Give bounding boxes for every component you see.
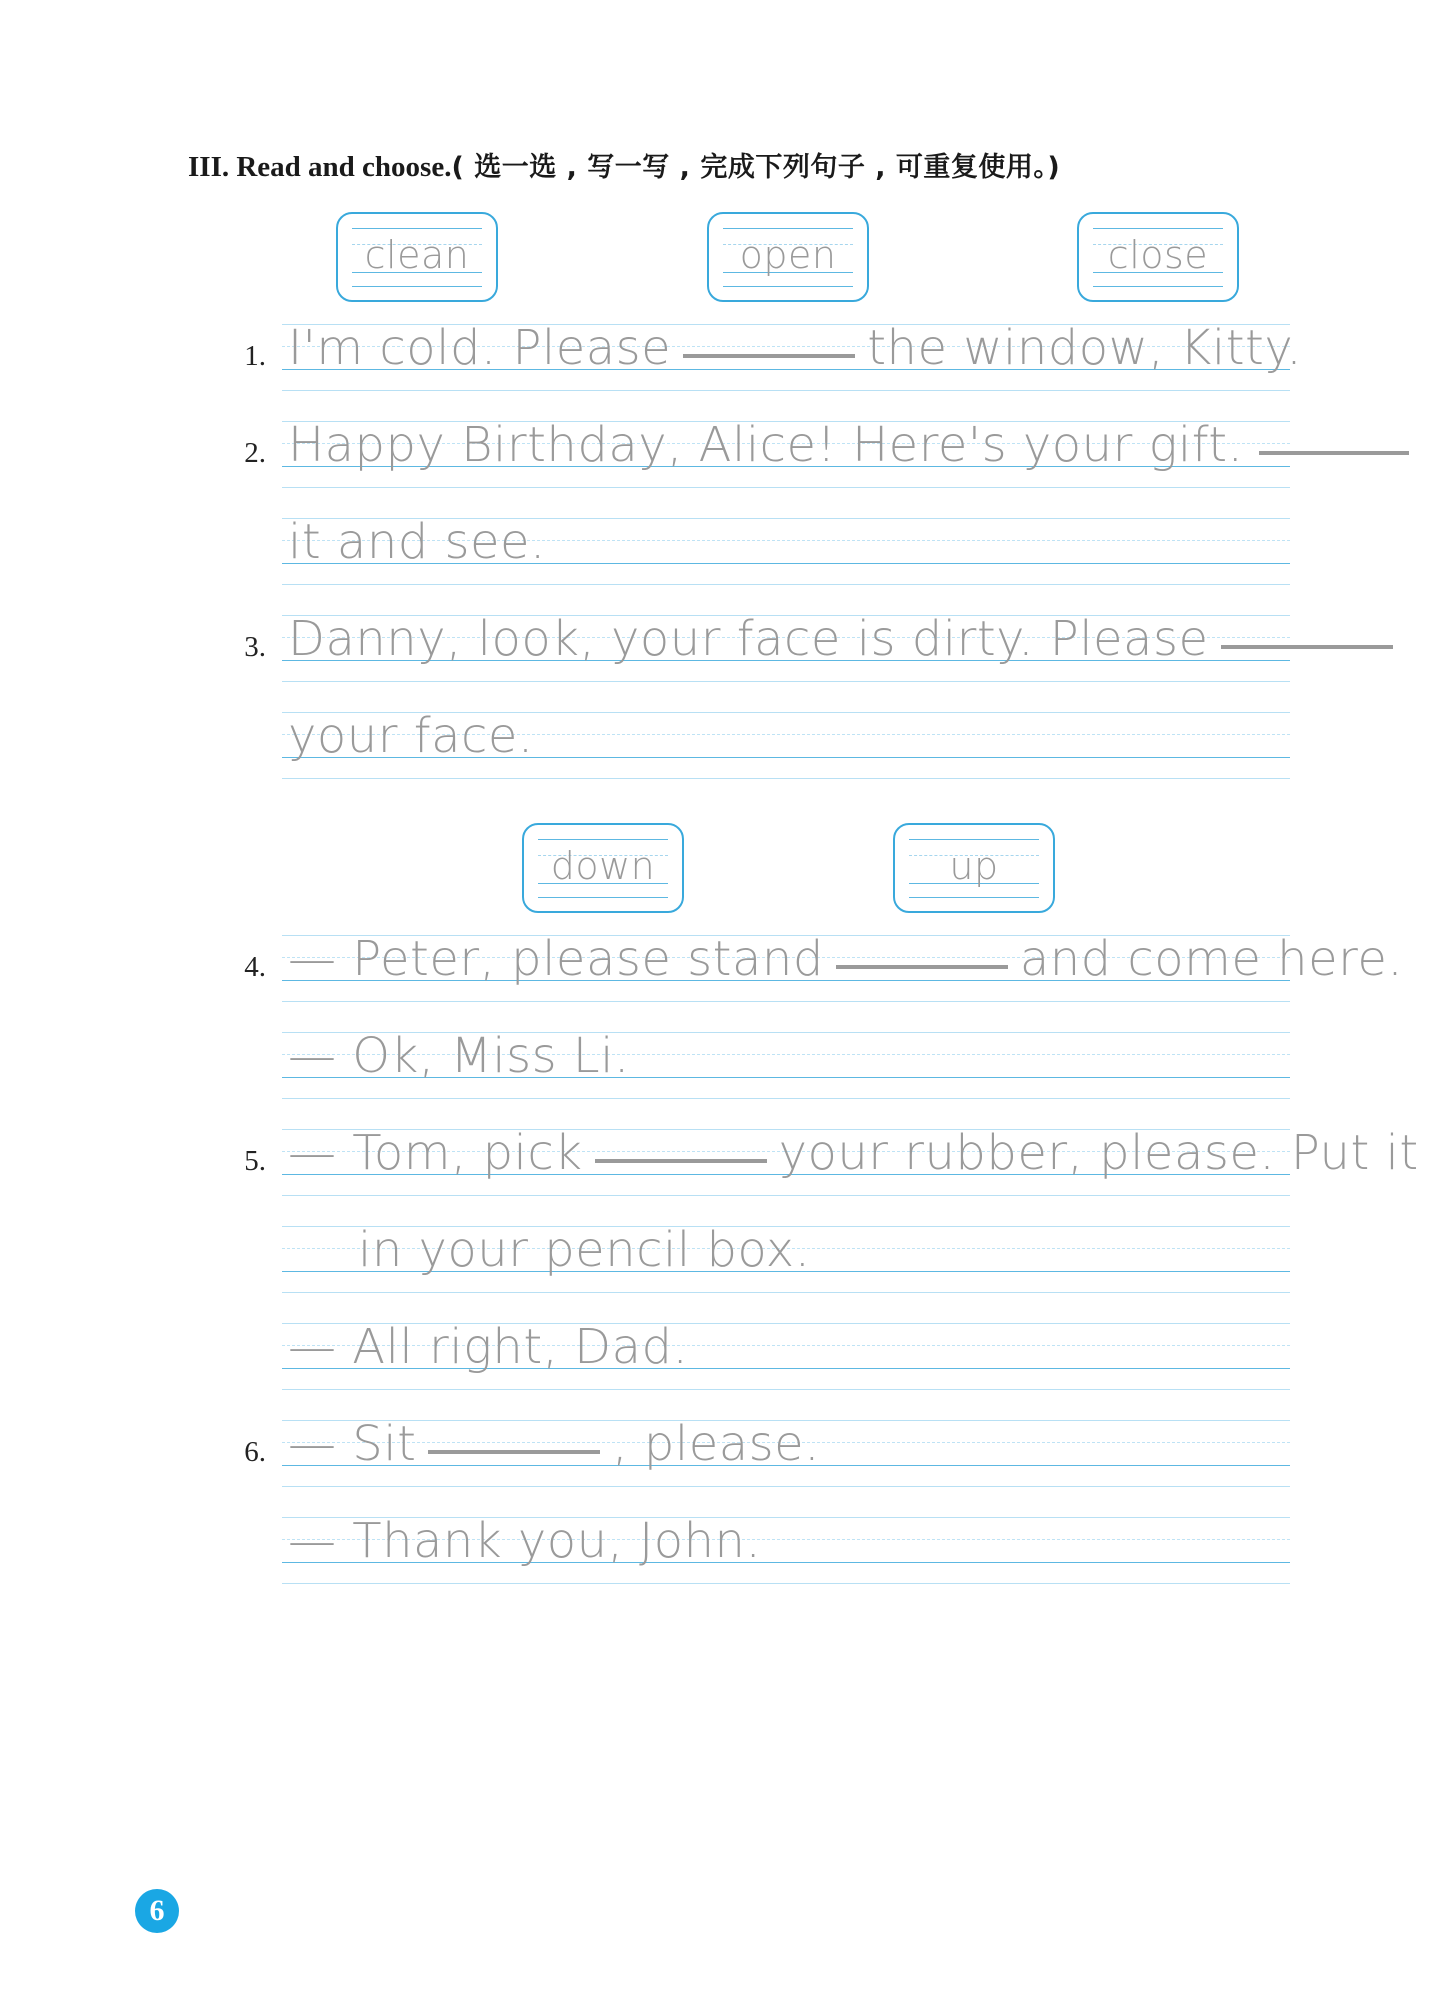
word-box-up [893, 823, 1055, 913]
answer-blank[interactable] [595, 1159, 767, 1163]
question-number: 6. [244, 1436, 266, 1468]
question-5-line-1 [288, 1125, 1419, 1181]
text-before-blank: Danny, look, your face is dirty. Please [288, 611, 1209, 667]
question-number: 1. [244, 340, 266, 372]
continuation-text: — Thank you, John. [288, 1513, 762, 1569]
heading-english: III. Read and choose. [188, 151, 452, 183]
text-before-blank: — Tom, pick [288, 1125, 583, 1181]
text-before-blank: Happy Birthday, Alice! Here's your gift. [288, 417, 1244, 473]
continuation-text: — All right, Dad. [288, 1319, 689, 1375]
continuation-text: in your pencil box. [358, 1222, 811, 1278]
text-after-blank: your rubber, please. Put it [778, 1125, 1419, 1181]
word-box-open [707, 212, 869, 302]
text-after-blank: the window, Kitty. [867, 320, 1303, 376]
question-3-line-2 [288, 708, 534, 764]
answer-blank[interactable] [1221, 645, 1393, 649]
answer-blank[interactable] [683, 354, 855, 358]
continuation-text: it and see. [288, 514, 546, 570]
word-box-down [522, 823, 684, 913]
question-5-line-3 [288, 1319, 688, 1375]
question-2-line-2 [288, 514, 546, 570]
answer-blank[interactable] [1259, 451, 1409, 455]
text-after-blank: , please. [612, 1416, 820, 1472]
question-number: 2. [244, 437, 266, 469]
question-5-line-2 [358, 1222, 810, 1278]
answer-blank[interactable] [428, 1450, 600, 1454]
word-box-close [1077, 212, 1239, 302]
question-3-line-1 [288, 611, 1405, 667]
word-clean: clean [364, 233, 470, 277]
text-before-blank: I'm cold. Please [288, 320, 672, 376]
word-close: close [1107, 233, 1209, 277]
text-before-blank: — Peter, please stand [288, 931, 824, 987]
continuation-text: — Ok, Miss Li. [288, 1028, 630, 1084]
heading-chinese: ( 选一选 , 写一写 , 完成下列句子 , 可重复使用。) [451, 152, 1061, 183]
word-down: down [550, 844, 656, 888]
question-4-line-2 [288, 1028, 630, 1084]
word-up: up [949, 844, 999, 888]
question-6-line-1 [288, 1416, 820, 1472]
question-2-line-1 [288, 417, 1421, 473]
text-after-blank: and come here. [1019, 931, 1404, 987]
question-6-line-2 [288, 1513, 761, 1569]
answer-blank[interactable] [836, 965, 1008, 969]
word-box-clean [336, 212, 498, 302]
question-4-line-1 [288, 931, 1403, 987]
exercise-heading [188, 146, 1060, 188]
question-number: 5. [244, 1145, 266, 1177]
question-number: 3. [244, 631, 266, 663]
continuation-text: your face. [288, 708, 534, 764]
page-number-badge: 6 [135, 1889, 179, 1933]
question-number: 4. [244, 951, 266, 983]
word-open: open [739, 233, 837, 277]
text-before-blank: — Sit [288, 1416, 417, 1472]
question-1-line-1 [288, 320, 1302, 376]
